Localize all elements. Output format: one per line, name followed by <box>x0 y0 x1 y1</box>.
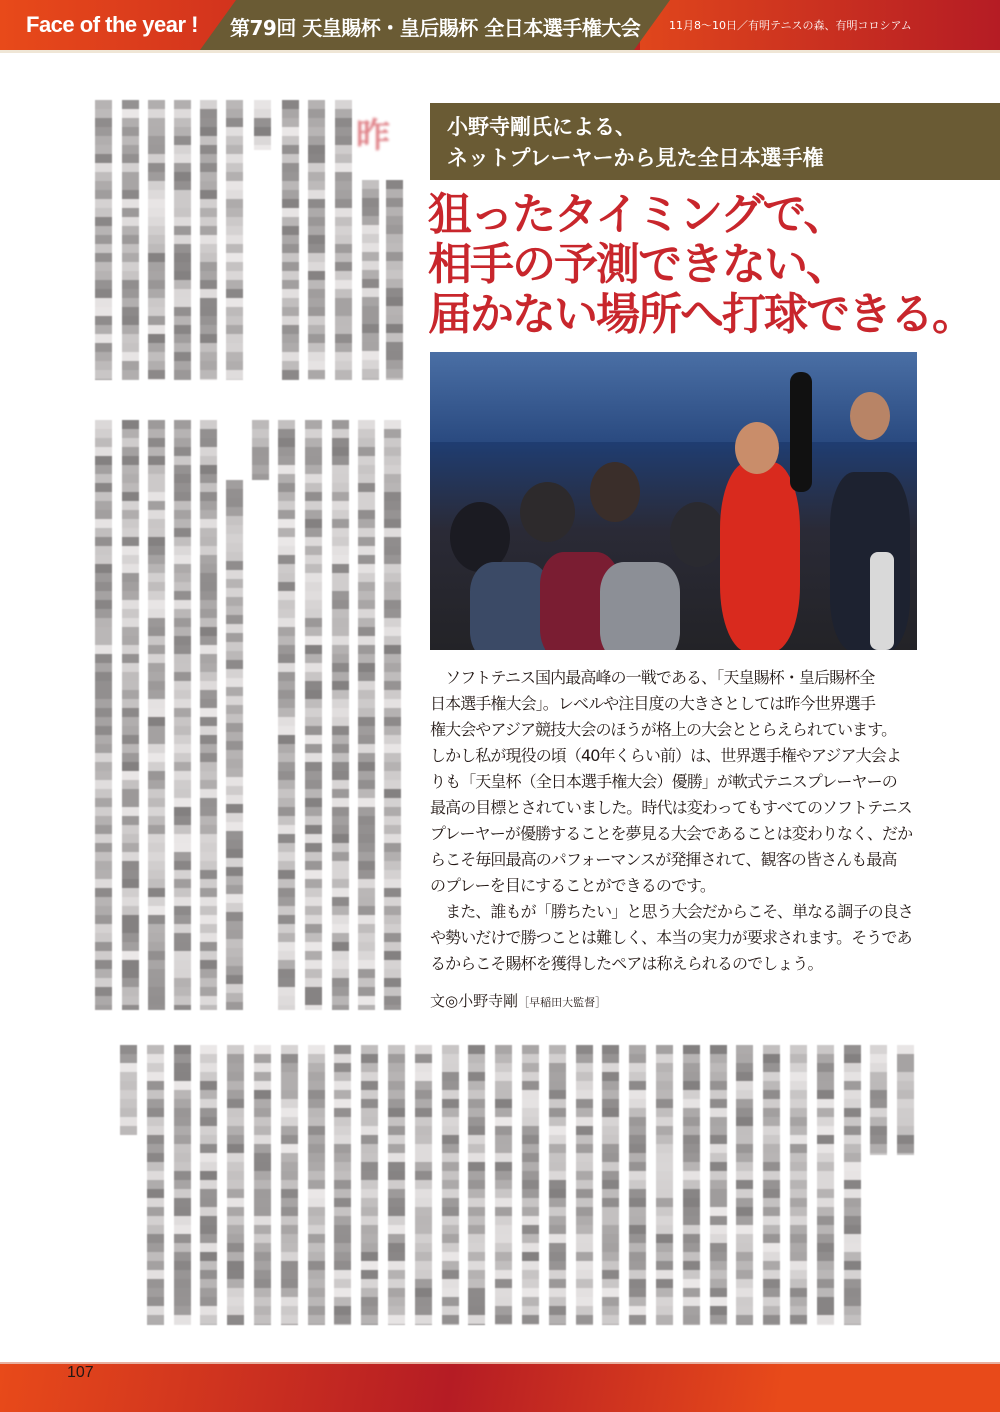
blurred-text-column <box>602 1045 619 1325</box>
blurred-text-column <box>334 1045 351 1325</box>
blurred-text-column <box>148 100 165 380</box>
body-line: るからこそ賜杯を獲得したペアは称えられるのでしょう。 <box>430 954 823 973</box>
blurred-text-column <box>282 100 299 380</box>
blurred-text-column <box>549 1045 566 1325</box>
headline <box>428 190 974 340</box>
blurred-text-column <box>148 420 165 1010</box>
body-line: しかし私が現役の頃（40年くらい前）は、世界選手権やアジア大会よ <box>430 746 901 765</box>
event-title: 第79回 天皇賜杯・皇后賜杯 全日本選手権大会 <box>230 16 641 40</box>
drop-cap: 昨 <box>356 116 390 156</box>
blurred-text-column <box>384 420 401 1010</box>
body-line: 最高の目標とされていました。時代は変わってもすべてのソフトテニス <box>430 798 912 817</box>
blurred-text-column <box>252 420 269 480</box>
blurred-text-column <box>122 100 139 380</box>
header-divider <box>0 50 1000 53</box>
blurred-text-column <box>710 1045 727 1325</box>
blurred-text-column <box>817 1045 834 1325</box>
headline-line: 狙ったタイミングで、 <box>428 189 846 240</box>
body-line: や勢いだけで勝つことは難しく、本当の実力が要求されます。そうであ <box>430 928 912 947</box>
body-line: りも「天皇杯（全日本選手権大会）優勝」が軟式テニスプレーヤーの <box>430 772 897 791</box>
blurred-text-column <box>120 1045 137 1135</box>
subtitle-line: 小野寺剛氏による、 <box>447 115 636 139</box>
blurred-text-column <box>254 100 271 150</box>
body-line: 権大会やアジア競技大会のほうが格上の大会ととらえられています。 <box>430 720 897 739</box>
blurred-text-column <box>147 1045 164 1325</box>
blurred-text-column <box>870 1045 887 1155</box>
body-line: らこそ毎回最高のパフォーマンスが発揮されて、観客の皆さんも最高 <box>430 850 897 869</box>
blurred-text-column <box>386 180 403 380</box>
blurred-text-column <box>305 420 322 1010</box>
date-venue: 11月8〜10日／有明テニスの森、有明コロシアム <box>669 19 912 32</box>
blurred-text-column <box>200 420 217 1010</box>
blurred-text-column <box>763 1045 780 1325</box>
blurred-text-column <box>844 1045 861 1325</box>
footer-bar <box>0 1362 1000 1412</box>
blurred-text-column <box>281 1045 298 1325</box>
blurred-text-column <box>361 1045 378 1325</box>
body-line: ソフトテニス国内最高峰の一戦である、「天皇賜杯・皇后賜杯全 <box>430 668 875 687</box>
author-affiliation: ［早稲田大監督］ <box>518 996 607 1009</box>
body-line: のプレーを目にすることができるのです。 <box>430 876 715 895</box>
blurred-text-column <box>227 1045 244 1325</box>
blurred-text-column <box>174 420 191 1010</box>
blurred-text-column <box>308 100 325 380</box>
subtitle-box <box>430 103 1000 180</box>
blurred-text-column <box>358 420 375 1010</box>
blurred-text-column <box>95 420 112 1010</box>
body-line: また、誰もが「勝ちたい」と思う大会だからこそ、単なる調子の良さ <box>430 902 913 921</box>
blurred-text-column <box>122 420 139 1010</box>
blurred-text-column <box>332 420 349 1010</box>
page-number: 107 <box>67 1364 94 1381</box>
blurred-text-column <box>200 100 217 380</box>
blurred-text-column <box>656 1045 673 1325</box>
blurred-text-column <box>388 1045 405 1325</box>
blurred-text-column <box>226 480 243 1010</box>
article-body <box>430 665 920 977</box>
body-line: プレーヤーが優勝することを夢見る大会であることは変わりなく、だか <box>430 824 913 843</box>
blurred-text-column <box>362 180 379 380</box>
blurred-text-column <box>790 1045 807 1325</box>
author: 文◎小野寺剛 <box>430 992 519 1010</box>
player-photo <box>430 352 917 650</box>
blurred-text-column <box>468 1045 485 1325</box>
headline-line: 届かない場所へ打球できる。 <box>428 289 974 340</box>
blurred-text-column <box>254 1045 271 1325</box>
section-label: Face of the year ! <box>26 12 198 37</box>
blurred-text-column <box>415 1045 432 1325</box>
blurred-text-column <box>335 100 352 380</box>
blurred-text-column <box>174 1045 191 1325</box>
blurred-text-column <box>897 1045 914 1155</box>
blurred-text-column <box>174 100 191 380</box>
blurred-text-column <box>522 1045 539 1325</box>
blurred-text-column <box>442 1045 459 1325</box>
blurred-text-column <box>736 1045 753 1325</box>
headline-line: 相手の予測できない、 <box>428 239 848 290</box>
blurred-text-column <box>278 420 295 1010</box>
body-line: 日本選手権大会」。レベルや注目度の大きさとしては昨今世界選手 <box>430 694 876 713</box>
subtitle-line: ネットプレーヤーから見た全日本選手権 <box>447 146 824 170</box>
blurred-text-column <box>629 1045 646 1325</box>
blurred-text-column <box>308 1045 325 1325</box>
blurred-text-column <box>495 1045 512 1325</box>
blurred-text-column <box>226 100 243 380</box>
blurred-text-column <box>200 1045 217 1325</box>
blurred-text-column <box>576 1045 593 1325</box>
byline <box>430 990 606 1011</box>
blurred-text-column <box>683 1045 700 1325</box>
blurred-text-column <box>95 100 112 380</box>
